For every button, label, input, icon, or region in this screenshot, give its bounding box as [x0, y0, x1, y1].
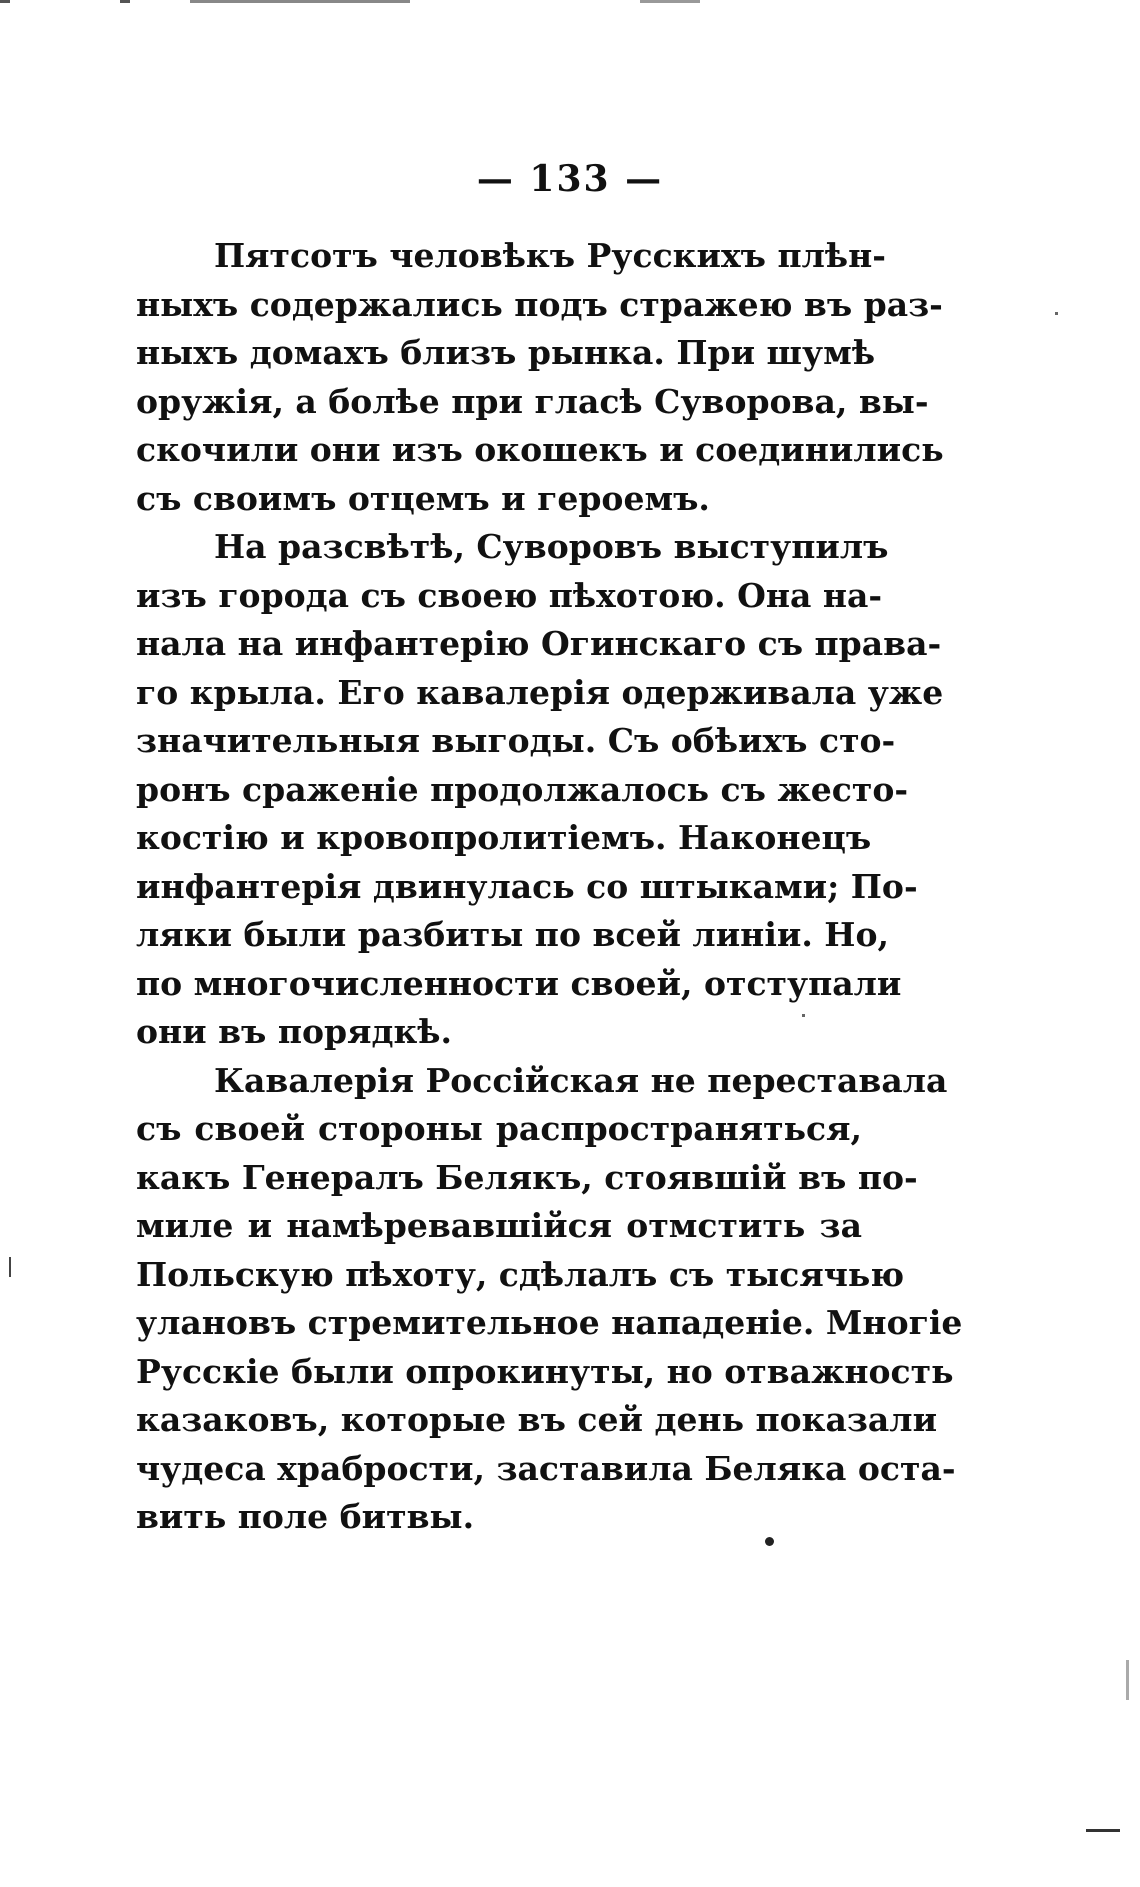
text-line: инфантерія двинулась со штыками; По-: [136, 866, 918, 906]
text-line: вить поле битвы.: [136, 1497, 475, 1536]
scan-edge-mark: [1126, 1660, 1129, 1700]
ink-speck: [802, 1014, 805, 1017]
text-line: оружія, а болѣе при гласѣ Суворова, вы-: [136, 381, 929, 421]
text-line: съ своей стороны распространяться,: [136, 1109, 862, 1148]
page-number: — 133 —: [476, 158, 664, 200]
text-line: Пятсотъ человѣкъ Русскихъ плѣн-: [214, 236, 886, 275]
scan-dash-mark: [1086, 1829, 1120, 1832]
scan-line-mark: [9, 1257, 11, 1277]
text-line: Русскіе были опрокинуты, но отважность: [136, 1351, 954, 1391]
text-line: съ своимъ отцемъ и героемъ.: [136, 478, 710, 518]
text-line: Кавалерія Россійская не переставала: [214, 1060, 948, 1100]
body-text: [136, 232, 963, 1542]
text-line: они въ порядкѣ.: [136, 1012, 452, 1051]
text-line: ныхъ содержались подъ стражею въ раз-: [136, 284, 943, 324]
edge-mark: [190, 0, 410, 3]
text-line: чудеса храбрости, заставила Беляка оста-: [136, 1448, 956, 1488]
text-line: миле и намѣревавшійся отмстить за: [136, 1206, 862, 1245]
edge-mark: [640, 0, 700, 3]
edge-mark: [0, 0, 10, 3]
text-line: улановъ стремительное нападеніе. Многіе: [136, 1303, 963, 1342]
text-line: значительныя выгоды. Съ обѣихъ сто-: [136, 721, 896, 760]
text-line: го крыла. Его кавалерія одерживала уже: [136, 672, 944, 712]
text-line: ронъ сраженіе продолжалось съ жесто-: [136, 769, 909, 809]
ink-dot: [765, 1537, 774, 1546]
text-line: нала на инфантерію Огинскаго съ права-: [136, 624, 942, 663]
text-line: ляки были разбиты по всей линіи. Но,: [136, 915, 889, 954]
text-line: Польскую пѣхоту, сдѣлалъ съ тысячью: [136, 1254, 905, 1294]
text-line: ныхъ домахъ близъ рынка. При шумѣ: [136, 333, 876, 372]
text-line: казаковъ, которые въ сей день показали: [136, 1400, 938, 1439]
text-line: какъ Генералъ Белякъ, стоявшій въ по-: [136, 1157, 918, 1197]
text-line: изъ города съ своею пѣхотою. Она на-: [136, 575, 883, 615]
top-edge-artifacts: [0, 0, 1140, 6]
text-line: скочили они изъ окошекъ и соединились: [136, 430, 944, 469]
text-line: На разсвѣтѣ, Суворовъ выступилъ: [214, 527, 889, 566]
text-line: костію и кровопролитіемъ. Наконецъ: [136, 818, 872, 857]
ink-speck: [1055, 312, 1058, 315]
text-line: по многочисленности своей, отступали: [136, 963, 902, 1003]
edge-mark: [120, 0, 130, 3]
